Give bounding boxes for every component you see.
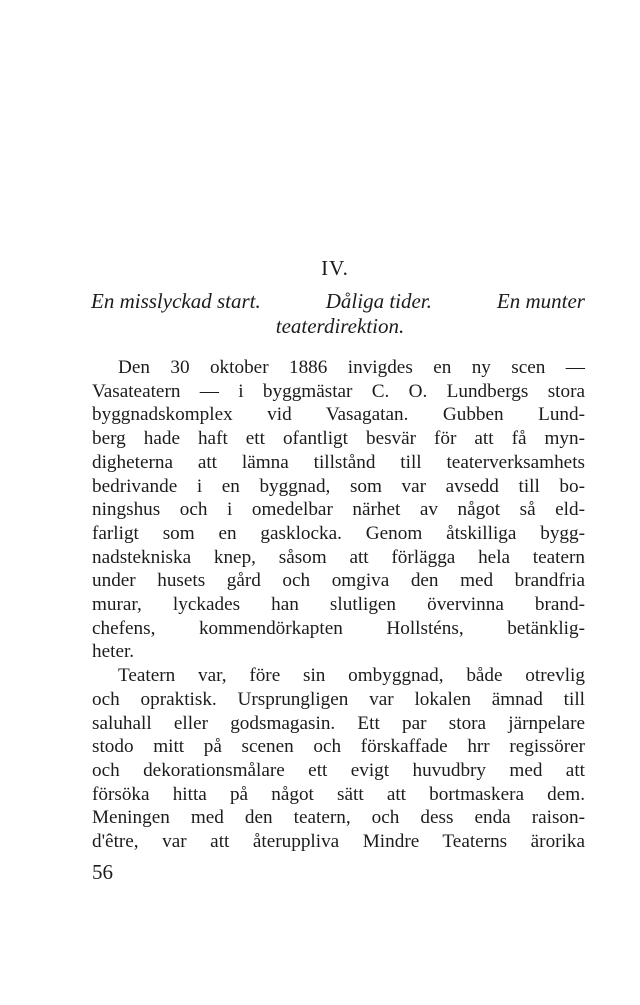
text-line: försöka hitta på något sätt att bortmaskera dem. xyxy=(92,783,585,805)
chapter-title-part: En misslyckad start. xyxy=(91,289,261,313)
text-line: Teatern var, före sin ombyggnad, både otrevlig xyxy=(118,665,585,687)
text-line: Vasateatern — i byggmästar C. O. Lundbergs stora xyxy=(92,380,585,402)
text-line: stodo mitt på scenen och förskaffade hrr regissörer xyxy=(92,736,585,758)
text-line: ningshus och i omedelbar närhet av något så eld- xyxy=(92,499,585,521)
text-line: Den 30 oktober 1886 invigdes en ny scen — xyxy=(118,357,585,378)
chapter-number: IV. xyxy=(321,256,349,280)
text-line: digheterna att lämna tillstånd till teaterverksamhets xyxy=(92,451,585,473)
text-line: Meningen med den teatern, och dess enda raison- xyxy=(92,807,585,829)
paragraph-2 xyxy=(92,664,585,854)
text-line: farligt som en gasklocka. Genom åtskilliga bygg- xyxy=(92,522,585,544)
text-line: byggnadskomplex vid Vasagatan. Gubben Lund- xyxy=(92,404,585,426)
text-line: murar, lyckades han slutligen övervinna brand- xyxy=(92,594,585,616)
paragraph-1 xyxy=(92,356,585,664)
text-line: bedrivande i en byggnad, som var avsedd till bo- xyxy=(92,475,585,497)
text-line: och opraktisk. Ursprungligen var lokalen ämnad till xyxy=(92,688,585,710)
chapter-title-line-1 xyxy=(91,289,585,314)
chapter-title-part: En munter xyxy=(496,289,585,313)
text-line: nadstekniska knep, såsom att förlägga hela teatern xyxy=(92,546,585,568)
text-line: d'être, var att återuppliva Mindre Teaterns ärorika xyxy=(92,831,585,853)
chapter-title-line-2: teaterdirektion. xyxy=(275,314,405,338)
body-text xyxy=(92,356,585,854)
text-line: heter. xyxy=(92,641,135,663)
chapter-title-part: Dåliga tider. xyxy=(325,289,432,313)
text-line: chefens, kommendörkapten Hollsténs, betänklig- xyxy=(92,617,585,639)
text-line: och dekorationsmålare ett evigt huvudbry med att xyxy=(92,759,585,781)
text-line: saluhall eller godsmagasin. Ett par stora järnpelare xyxy=(92,712,585,734)
text-line: berg hade haft ett ofantligt besvär för att få myn- xyxy=(92,428,585,450)
chapter-title xyxy=(91,289,585,339)
text-line: under husets gård och omgiva den med brandfria xyxy=(92,570,585,592)
page-number: 56 xyxy=(92,860,113,884)
